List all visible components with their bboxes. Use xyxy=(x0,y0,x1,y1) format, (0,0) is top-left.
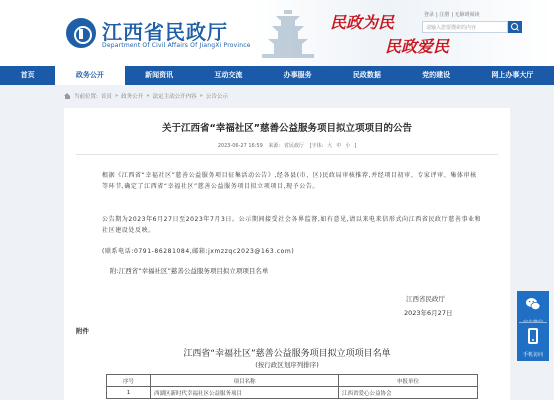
breadcrumb-prefix: 当前位置: xyxy=(74,94,98,100)
signature-org: 江西省民政厅 xyxy=(406,295,445,303)
breadcrumb-item-home[interactable]: 首页 xyxy=(100,94,112,100)
signature-date: 2023年6月27日 xyxy=(404,309,453,317)
paragraph-2: 公告期为2023年6月27日至2023年7月3日。公示期间接受社会各界监督,如有意见,请以来电来信形式向江西省民政厅慈善事业和社区建设处反映。 xyxy=(102,216,482,234)
font-size-label: [字体: xyxy=(309,143,324,149)
nav-item-government-affairs[interactable]: 政务公开 xyxy=(55,66,124,85)
nav-item-home[interactable]: 首页 xyxy=(20,71,35,79)
nav-item-online-hall[interactable]: 网上办事大厅 xyxy=(491,71,534,79)
project-table xyxy=(106,374,478,399)
main-nav xyxy=(0,66,554,85)
font-size-small[interactable]: 小 xyxy=(345,143,351,149)
article-meta xyxy=(64,142,510,149)
nav-item-party-building[interactable]: 党的建设 xyxy=(422,71,451,79)
breadcrumb-item-affairs[interactable]: 政务公开 xyxy=(121,94,144,100)
wechat-icon xyxy=(525,296,541,312)
nav-item-interaction[interactable]: 互动交流 xyxy=(214,71,243,79)
home-icon xyxy=(64,93,71,99)
title-divider xyxy=(76,154,498,155)
breadcrumb-separator: » xyxy=(146,93,150,99)
emblem-icon[interactable] xyxy=(66,18,96,48)
breadcrumb-item-statutory[interactable]: 法定主动公开内容 xyxy=(152,94,197,100)
login-link[interactable]: 登录 xyxy=(424,12,435,18)
accessibility-link[interactable]: 无障碍阅读 xyxy=(454,12,480,18)
tower-illustration-icon xyxy=(258,6,318,64)
search-input[interactable]: 请输入您要搜索的内容 xyxy=(422,21,508,33)
breadcrumb-separator: » xyxy=(114,93,119,99)
source-label: 来源: xyxy=(268,143,281,149)
publish-date: 2023-06-27 16:59 xyxy=(217,143,263,149)
cell-applicant: 江西省爱心公益协会 xyxy=(339,387,478,399)
paragraph-1: 根据《江西省“幸福社区”慈善公益服务项目征集活动公告》,经各县(市、区)民政局审核推荐,并经项目初审、专家评审、集体审核等环节,确定了江西省“幸福社区”慈善公益服务项目拟立项项目,现予公告。 xyxy=(102,172,477,190)
mobile-label: 手机访问 xyxy=(522,352,543,358)
source-value: 省民政厅 xyxy=(284,143,305,149)
nav-item-news[interactable]: 新闻资讯 xyxy=(145,71,174,79)
breadcrumb-separator: » xyxy=(199,93,204,99)
nav-item-data[interactable]: 民政数据 xyxy=(352,71,381,79)
article-card xyxy=(64,108,510,400)
phone-icon xyxy=(528,328,538,344)
mobile-float-button[interactable] xyxy=(517,323,549,361)
attachment-heading: 附件 xyxy=(76,327,89,335)
site-title[interactable]: 江西省民政厅 xyxy=(102,20,228,44)
site-subtitle: Department Of Civil Affairs Of JiangXi Province xyxy=(102,42,251,49)
search-icon[interactable] xyxy=(508,21,522,33)
slogan-line-1: 民政为民 xyxy=(330,13,395,32)
cell-project: 西湖区新时代幸福社区公益服务项目 xyxy=(151,387,339,399)
attachment-link[interactable]: 附:江西省“幸福社区”慈善公益服务项目拟立项项目名单 xyxy=(110,267,269,275)
column-header-applicant: 申报单位 xyxy=(339,375,478,387)
table-subtitle: (按行政区划序列排序) xyxy=(255,361,319,369)
breadcrumb-item-notices[interactable]: 公告公示 xyxy=(206,94,229,100)
site-header xyxy=(0,0,554,66)
cell-index: 1 xyxy=(107,387,151,399)
top-links: 登录 | 注册 | 无障碍阅读 xyxy=(424,12,480,18)
font-size-large[interactable]: 大 xyxy=(327,143,333,149)
paragraph-contact: (联系电话:0791-86281084,邮箱:jxmzzqc2023@163.com) xyxy=(102,248,295,255)
slogan-line-2: 民政爱民 xyxy=(385,37,450,56)
article-title: 关于江西省“幸福社区”慈善公益服务项目拟立项项目的公告 xyxy=(162,123,412,134)
font-size-medium[interactable]: 中 xyxy=(336,143,342,149)
register-link[interactable]: 注册 xyxy=(439,12,450,18)
table-header-row xyxy=(107,375,478,387)
table-row xyxy=(107,387,478,399)
column-header-index: 序号 xyxy=(107,375,151,387)
nav-item-services[interactable]: 办事服务 xyxy=(283,71,312,79)
table-title: 江西省“幸福社区”慈善公益服务项目拟立项项目名单 xyxy=(183,349,391,359)
font-size-end: ] xyxy=(354,143,357,149)
breadcrumb xyxy=(64,92,231,100)
column-header-project: 项目名称 xyxy=(151,375,339,387)
